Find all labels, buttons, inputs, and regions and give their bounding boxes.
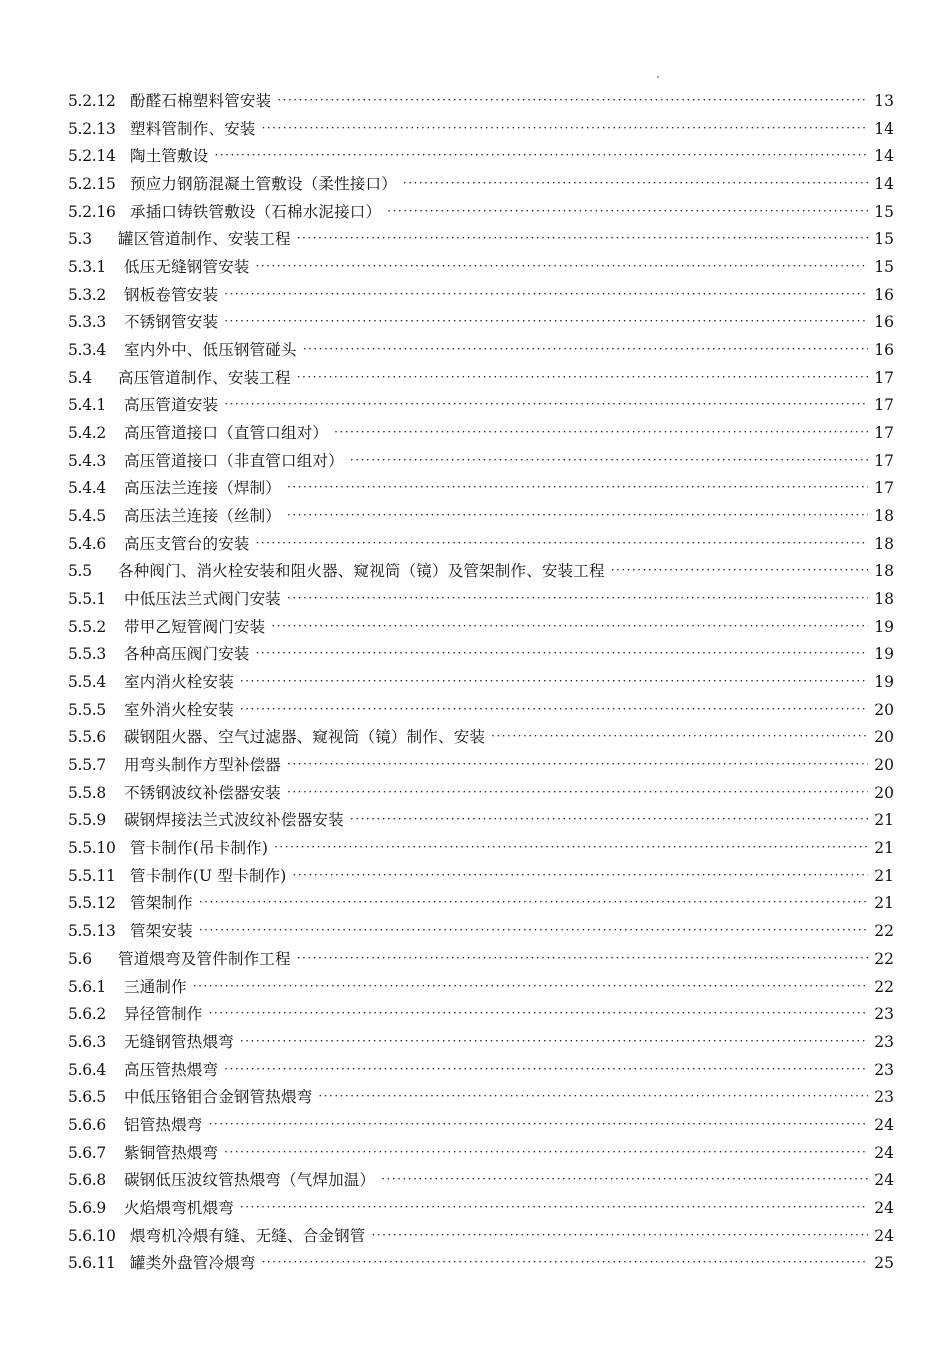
toc-page-number: 22 bbox=[874, 977, 894, 996]
toc-dot-leader bbox=[387, 198, 868, 226]
toc-dot-leader bbox=[199, 889, 868, 917]
toc-dot-leader bbox=[224, 308, 868, 336]
toc-entry bbox=[68, 1223, 894, 1251]
toc-dot-leader bbox=[274, 834, 868, 862]
toc-entry bbox=[68, 143, 894, 171]
toc-section-title: 室外消火栓安装 bbox=[124, 700, 234, 719]
toc-page-number: 21 bbox=[874, 894, 894, 913]
toc-section-title: 碳钢焊接法兰式波纹补偿器安装 bbox=[124, 811, 344, 830]
toc-page-number: 15 bbox=[874, 202, 894, 221]
toc-section-title: 铝管热煨弯 bbox=[124, 1115, 203, 1134]
toc-entry bbox=[68, 1029, 894, 1057]
toc-dot-leader bbox=[277, 87, 868, 115]
toc-section-title: 火焰煨弯机煨弯 bbox=[124, 1198, 234, 1217]
toc-dot-leader bbox=[318, 1083, 868, 1111]
toc-dot-leader bbox=[199, 917, 868, 945]
toc-dot-leader bbox=[224, 391, 868, 419]
toc-entry bbox=[68, 807, 894, 835]
toc-page-number: 14 bbox=[874, 175, 894, 194]
toc-section-number: 5.2.12 bbox=[68, 92, 116, 110]
toc-dot-leader bbox=[287, 585, 868, 613]
toc-section-title: 异径管制作 bbox=[124, 1005, 203, 1024]
toc-section-number: 5.4.5 bbox=[68, 507, 106, 526]
toc-dot-leader bbox=[372, 1222, 868, 1250]
toc-section-number: 5.6.8 bbox=[68, 1171, 106, 1190]
toc-entry bbox=[68, 226, 894, 254]
toc-section-number: 5.2.15 bbox=[68, 175, 116, 194]
toc-page-number: 17 bbox=[874, 451, 894, 470]
toc-page-number: 17 bbox=[874, 368, 894, 387]
toc-dot-leader bbox=[287, 779, 868, 807]
toc-section-number: 5.5 bbox=[68, 562, 92, 581]
toc-section-title: 管架安装 bbox=[130, 922, 193, 941]
toc-section-number: 5.3.1 bbox=[68, 258, 106, 277]
toc-dot-leader bbox=[256, 253, 868, 281]
toc-page-number: 24 bbox=[874, 1171, 894, 1190]
toc-section-title: 高压法兰连接（焊制） bbox=[124, 479, 282, 498]
toc-page-number: 20 bbox=[874, 783, 894, 802]
toc-dot-leader bbox=[256, 530, 868, 558]
toc-section-number: 5.6.4 bbox=[68, 1060, 106, 1079]
toc-section-number: 5.6.10 bbox=[68, 1226, 116, 1245]
toc-entry bbox=[68, 946, 894, 974]
toc-entry bbox=[68, 724, 894, 752]
toc-section-number: 5.6.1 bbox=[68, 977, 106, 996]
toc-section-title: 酚醛石棉塑料管安装 bbox=[130, 92, 272, 110]
toc-entry bbox=[68, 1167, 894, 1195]
toc-page-number: 19 bbox=[874, 673, 894, 692]
toc-section-title: 高压管道制作、安装工程 bbox=[118, 368, 291, 387]
toc-dot-leader bbox=[240, 1028, 868, 1056]
toc-dot-leader bbox=[287, 751, 868, 779]
toc-section-title: 高压管道接口（直管口组对） bbox=[124, 424, 329, 443]
toc-section-number: 5.6.6 bbox=[68, 1115, 106, 1134]
table-of-contents bbox=[68, 88, 894, 1278]
toc-entry bbox=[68, 116, 894, 144]
toc-section-number: 5.5.12 bbox=[68, 894, 116, 913]
toc-entry bbox=[68, 392, 894, 420]
toc-section-number: 5.3.2 bbox=[68, 285, 106, 304]
toc-section-number: 5.6.5 bbox=[68, 1088, 106, 1107]
toc-page-number: 19 bbox=[874, 617, 894, 636]
toc-entry bbox=[68, 835, 894, 863]
toc-page-number: 23 bbox=[874, 1088, 894, 1107]
toc-entry bbox=[68, 448, 894, 476]
toc-section-title: 管道煨弯及管件制作工程 bbox=[118, 949, 291, 968]
toc-page-number: 17 bbox=[874, 479, 894, 498]
toc-page-number: 24 bbox=[874, 1198, 894, 1217]
toc-section-number: 5.6.7 bbox=[68, 1143, 106, 1162]
toc-section-title: 高压管热煨弯 bbox=[124, 1060, 219, 1079]
toc-section-number: 5.4.6 bbox=[68, 534, 106, 553]
toc-dot-leader bbox=[297, 225, 868, 253]
toc-entry bbox=[68, 974, 894, 1002]
toc-section-number: 5.5.10 bbox=[68, 839, 116, 858]
toc-dot-leader bbox=[297, 945, 868, 973]
toc-page-number: 22 bbox=[874, 922, 894, 941]
toc-dot-leader bbox=[287, 474, 868, 502]
toc-dot-leader bbox=[209, 1111, 868, 1139]
toc-section-title: 室内外中、低压钢管碰头 bbox=[124, 341, 297, 360]
toc-dot-leader bbox=[381, 1166, 868, 1194]
toc-section-number: 5.5.1 bbox=[68, 590, 106, 609]
toc-dot-leader bbox=[224, 281, 868, 309]
toc-entry bbox=[68, 1057, 894, 1085]
toc-page-number: 19 bbox=[874, 645, 894, 664]
toc-dot-leader bbox=[240, 696, 868, 724]
toc-page-number: 16 bbox=[874, 341, 894, 360]
toc-dot-leader bbox=[403, 170, 868, 198]
toc-entry bbox=[68, 531, 894, 559]
toc-section-title: 高压支管台的安装 bbox=[124, 534, 250, 553]
toc-dot-leader bbox=[193, 973, 868, 1001]
toc-page-number: 16 bbox=[874, 285, 894, 304]
toc-section-number: 5.4.2 bbox=[68, 424, 106, 443]
toc-dot-leader bbox=[297, 364, 868, 392]
toc-page-number: 23 bbox=[874, 1032, 894, 1051]
toc-section-number: 5.5.4 bbox=[68, 673, 106, 692]
toc-page-number: 25 bbox=[874, 1254, 894, 1273]
toc-entry bbox=[68, 1084, 894, 1112]
toc-entry bbox=[68, 420, 894, 448]
toc-section-number: 5.5.11 bbox=[68, 866, 116, 885]
toc-page-number: 18 bbox=[874, 507, 894, 526]
toc-page-number: 24 bbox=[874, 1143, 894, 1162]
toc-section-title: 塑料管制作、安装 bbox=[130, 119, 256, 138]
toc-section-number: 5.4.1 bbox=[68, 396, 106, 415]
toc-page-number: 14 bbox=[874, 147, 894, 166]
toc-page-number: 22 bbox=[874, 949, 894, 968]
toc-section-title: 管卡制作(U 型卡制作) bbox=[130, 866, 287, 885]
toc-entry bbox=[68, 1001, 894, 1029]
toc-entry bbox=[68, 669, 894, 697]
toc-dot-leader bbox=[287, 502, 868, 530]
toc-section-number: 5.2.16 bbox=[68, 202, 116, 221]
toc-section-title: 低压无缝钢管安装 bbox=[124, 258, 250, 277]
toc-section-title: 室内消火栓安装 bbox=[124, 673, 234, 692]
toc-section-title: 陶土管敷设 bbox=[130, 147, 209, 166]
toc-section-number: 5.4.3 bbox=[68, 451, 106, 470]
toc-section-title: 预应力钢筋混凝土管敷设（柔性接口） bbox=[130, 175, 397, 194]
toc-dot-leader bbox=[334, 419, 868, 447]
toc-section-number: 5.5.13 bbox=[68, 922, 116, 941]
toc-section-title: 碳钢低压波纹管热煨弯（气焊加温） bbox=[124, 1171, 376, 1190]
toc-section-number: 5.5.2 bbox=[68, 617, 106, 636]
toc-page-number: 18 bbox=[874, 562, 894, 581]
toc-page-number: 24 bbox=[874, 1115, 894, 1134]
toc-section-title: 各种阀门、消火栓安装和阻火器、窥视筒（镜）及管架制作、安装工程 bbox=[118, 562, 605, 581]
toc-dot-leader bbox=[303, 336, 868, 364]
toc-section-title: 罐区管道制作、安装工程 bbox=[118, 230, 291, 249]
toc-dot-leader bbox=[224, 1139, 868, 1167]
toc-page-number: 18 bbox=[874, 590, 894, 609]
toc-entry bbox=[68, 282, 894, 310]
toc-entry bbox=[68, 890, 894, 918]
toc-section-number: 5.5.7 bbox=[68, 756, 106, 775]
toc-page-number: 21 bbox=[874, 866, 894, 885]
toc-section-number: 5.5.9 bbox=[68, 811, 106, 830]
toc-entry bbox=[68, 475, 894, 503]
toc-page-number: 16 bbox=[874, 313, 894, 332]
toc-dot-leader bbox=[262, 1249, 868, 1277]
toc-entry bbox=[68, 1112, 894, 1140]
toc-section-title: 高压管道安装 bbox=[124, 396, 219, 415]
toc-dot-leader bbox=[350, 806, 868, 834]
toc-section-number: 5.4.4 bbox=[68, 479, 106, 498]
toc-entry bbox=[68, 614, 894, 642]
toc-section-title: 中低压铬钼合金钢管热煨弯 bbox=[124, 1088, 313, 1107]
toc-page-number: 20 bbox=[874, 756, 894, 775]
toc-entry bbox=[68, 199, 894, 227]
toc-dot-leader bbox=[611, 557, 868, 585]
toc-section-title: 无缝钢管热煨弯 bbox=[124, 1032, 234, 1051]
toc-section-number: 5.5.3 bbox=[68, 645, 106, 664]
toc-dot-leader bbox=[271, 613, 868, 641]
toc-entry bbox=[68, 1140, 894, 1168]
toc-entry bbox=[68, 780, 894, 808]
toc-entry bbox=[68, 558, 894, 586]
toc-page-number: 20 bbox=[874, 728, 894, 747]
toc-section-number: 5.6 bbox=[68, 949, 92, 968]
toc-dot-leader bbox=[240, 668, 868, 696]
toc-page-number: 21 bbox=[874, 839, 894, 858]
toc-entry bbox=[68, 752, 894, 780]
toc-section-title: 罐类外盘管冷煨弯 bbox=[130, 1254, 256, 1273]
toc-section-title: 高压法兰连接（丝制） bbox=[124, 507, 282, 526]
toc-entry bbox=[68, 309, 894, 337]
toc-section-title: 各种高压阀门安装 bbox=[124, 645, 250, 664]
toc-section-number: 5.5.6 bbox=[68, 728, 106, 747]
toc-section-title: 钢板卷管安装 bbox=[124, 285, 219, 304]
toc-section-title: 高压管道接口（非直管口组对） bbox=[124, 451, 344, 470]
toc-section-title: 承插口铸铁管敷设（石棉水泥接口） bbox=[130, 202, 382, 221]
toc-section-title: 紫铜管热煨弯 bbox=[124, 1143, 219, 1162]
toc-page-number: 13 bbox=[874, 92, 894, 110]
toc-entry bbox=[68, 863, 894, 891]
toc-dot-leader bbox=[262, 115, 868, 143]
toc-section-title: 不锈钢波纹补偿器安装 bbox=[124, 783, 282, 802]
toc-section-title: 三通制作 bbox=[124, 977, 187, 996]
toc-section-title: 不锈钢管安装 bbox=[124, 313, 219, 332]
toc-section-number: 5.6.9 bbox=[68, 1198, 106, 1217]
toc-page-number: 21 bbox=[874, 811, 894, 830]
toc-dot-leader bbox=[240, 1194, 868, 1222]
toc-entry bbox=[68, 641, 894, 669]
toc-entry bbox=[68, 918, 894, 946]
toc-entry bbox=[68, 88, 894, 116]
toc-section-title: 用弯头制作方型补偿器 bbox=[124, 756, 282, 775]
toc-section-title: 碳钢阻火器、空气过滤器、窥视筒（镜）制作、安装 bbox=[124, 728, 486, 747]
toc-section-number: 5.3.4 bbox=[68, 341, 106, 360]
toc-section-title: 中低压法兰式阀门安装 bbox=[124, 590, 282, 609]
toc-entry bbox=[68, 254, 894, 282]
toc-section-number: 5.5.8 bbox=[68, 783, 106, 802]
toc-dot-leader bbox=[224, 1056, 868, 1084]
toc-entry bbox=[68, 697, 894, 725]
toc-section-number: 5.3 bbox=[68, 230, 92, 249]
toc-page-number: 20 bbox=[874, 700, 894, 719]
toc-section-number: 5.2.14 bbox=[68, 147, 116, 166]
toc-page-number: 15 bbox=[874, 230, 894, 249]
toc-dot-leader bbox=[491, 723, 868, 751]
toc-dot-leader bbox=[350, 447, 868, 475]
toc-dot-leader bbox=[293, 862, 869, 890]
toc-entry bbox=[68, 586, 894, 614]
toc-section-title: 管卡制作(吊卡制作) bbox=[130, 839, 269, 858]
toc-section-title: 煨弯机冷煨有缝、无缝、合金钢管 bbox=[130, 1226, 366, 1245]
toc-entry bbox=[68, 171, 894, 199]
toc-entry bbox=[68, 365, 894, 393]
toc-page-number: 15 bbox=[874, 258, 894, 277]
toc-section-number: 5.4 bbox=[68, 368, 92, 387]
toc-page-number: 23 bbox=[874, 1060, 894, 1079]
toc-dot-leader bbox=[256, 640, 868, 668]
toc-page-number: 24 bbox=[874, 1226, 894, 1245]
toc-section-number: 5.2.13 bbox=[68, 119, 116, 138]
toc-page-number: 17 bbox=[874, 396, 894, 415]
toc-dot-leader bbox=[215, 142, 868, 170]
scan-speck bbox=[657, 76, 659, 78]
toc-section-title: 管架制作 bbox=[130, 894, 193, 913]
toc-page-number: 14 bbox=[874, 119, 894, 138]
toc-section-number: 5.3.3 bbox=[68, 313, 106, 332]
toc-entry bbox=[68, 503, 894, 531]
toc-entry bbox=[68, 1250, 894, 1278]
toc-section-number: 5.6.2 bbox=[68, 1005, 106, 1024]
toc-section-number: 5.6.11 bbox=[68, 1254, 116, 1273]
toc-section-number: 5.5.5 bbox=[68, 700, 106, 719]
toc-section-title: 带甲乙短管阀门安装 bbox=[124, 617, 266, 636]
toc-page-number: 17 bbox=[874, 424, 894, 443]
toc-section-number: 5.6.3 bbox=[68, 1032, 106, 1051]
toc-page-number: 18 bbox=[874, 534, 894, 553]
toc-entry bbox=[68, 337, 894, 365]
toc-page-number: 23 bbox=[874, 1005, 894, 1024]
toc-dot-leader bbox=[209, 1000, 868, 1028]
toc-entry bbox=[68, 1195, 894, 1223]
